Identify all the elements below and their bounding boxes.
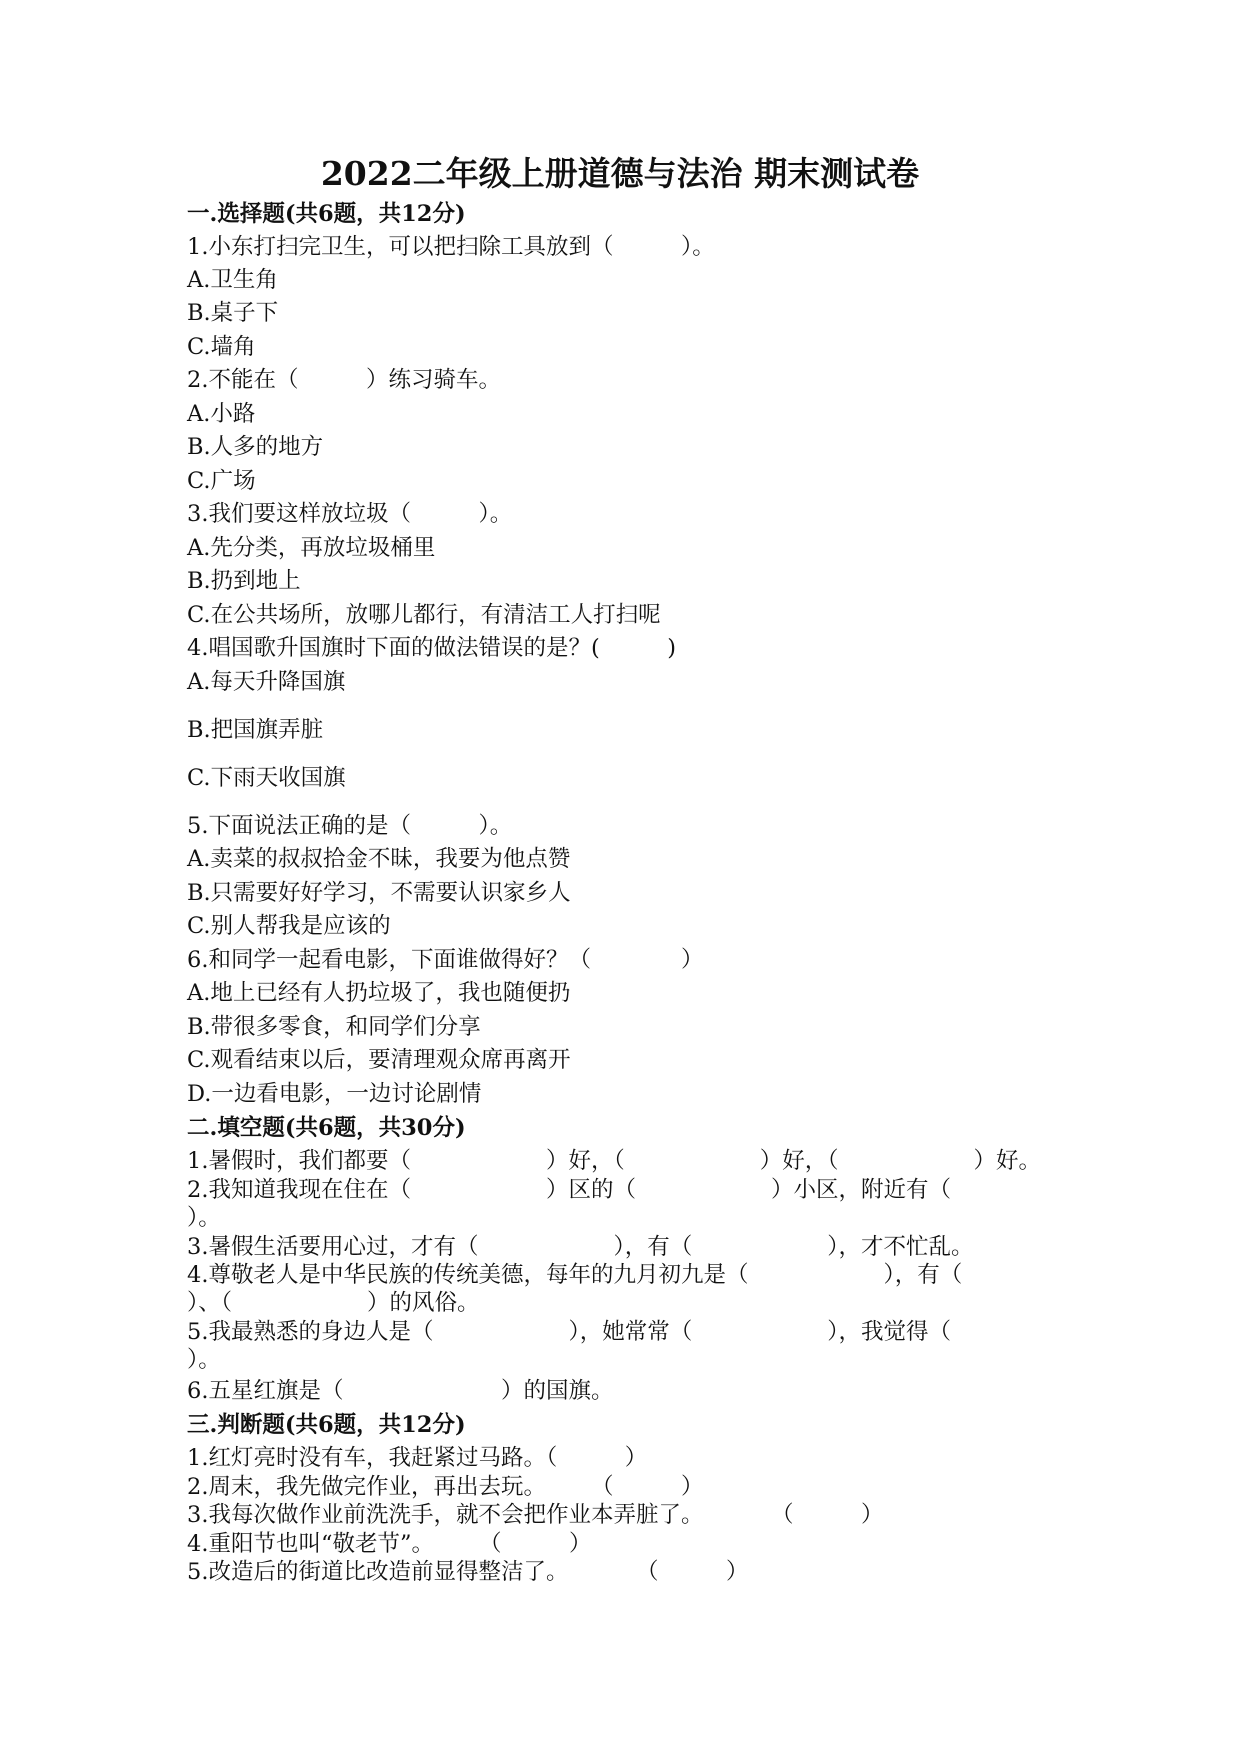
option-text: A.每天升降国旗 xyxy=(187,669,346,695)
option-text: C.下雨天收国旗 xyxy=(187,765,346,791)
option-text: B.桌子下 xyxy=(187,300,279,326)
option-text: C.别人帮我是应该的 xyxy=(187,913,391,939)
option-text: C.观看结束以后，要清理观众席再离开 xyxy=(187,1047,571,1073)
section-heading-choice: 一.选择题(共6题，共12分) xyxy=(187,201,466,227)
option-text: B.把国旗弄脏 xyxy=(187,717,324,743)
section-heading-judge: 三.判断题(共6题，共12分) xyxy=(187,1412,466,1438)
option-text: C.在公共场所，放哪儿都行，有清洁工人打扫呢 xyxy=(187,602,661,628)
option-text: B.扔到地上 xyxy=(187,568,301,594)
judge-line: 1.红灯亮时没有车，我赶紧过马路。（ ） xyxy=(187,1445,648,1471)
fill-line: ）。 xyxy=(187,1205,221,1231)
question-text: 1.小东打扫完卫生，可以把扫除工具放到（ ）。 xyxy=(187,234,715,260)
section-heading-fill: 二.填空题(共6题，共30分) xyxy=(187,1115,466,1141)
fill-line: 3.暑假生活要用心过，才有（ ），有（ ），才不忙乱。 xyxy=(187,1234,974,1260)
question-text: 5.下面说法正确的是（ ）。 xyxy=(187,813,513,839)
option-text: A.卖菜的叔叔拾金不昧，我要为他点赞 xyxy=(187,846,571,872)
judge-line: 2.周末，我先做完作业，再出去玩。 （ ） xyxy=(187,1474,704,1500)
fill-line: 4.尊敬老人是中华民族的传统美德，每年的九月初九是（ ），有（ xyxy=(187,1262,963,1288)
option-text: C.墙角 xyxy=(187,334,256,360)
question-text: 6.和同学一起看电影，下面谁做得好？（ ） xyxy=(187,947,704,973)
option-text: A.卫生角 xyxy=(187,267,278,293)
option-text: A.地上已经有人扔垃圾了，我也随便扔 xyxy=(187,980,571,1006)
fill-line: 6.五星红旗是（ ）的国旗。 xyxy=(187,1378,614,1404)
option-text: B.人多的地方 xyxy=(187,434,324,460)
question-text: 2.不能在（ ）练习骑车。 xyxy=(187,367,501,393)
fill-line: ）。 xyxy=(187,1347,221,1373)
fill-line: 2.我知道我现在住在（ ）区的（ ）小区，附近有（ xyxy=(187,1177,951,1203)
option-text: A.小路 xyxy=(187,401,256,427)
question-text: 3.我们要这样放垃圾（ ）。 xyxy=(187,501,513,527)
question-text: 4.唱国歌升国旗时下面的做法错误的是？( ) xyxy=(187,635,677,661)
fill-line: 5.我最熟悉的身边人是（ ），她常常（ ），我觉得（ xyxy=(187,1319,951,1345)
option-text: B.带很多零食，和同学们分享 xyxy=(187,1014,481,1040)
option-text: C.广场 xyxy=(187,468,256,494)
judge-line: 3.我每次做作业前洗洗手，就不会把作业本弄脏了。 （ ） xyxy=(187,1502,884,1528)
page-title: 2022二年级上册道德与法治 期末测试卷 xyxy=(320,154,920,193)
judge-line: 5.改造后的街道比改造前显得整洁了。 （ ） xyxy=(187,1559,749,1585)
option-text: B.只需要好好学习，不需要认识家乡人 xyxy=(187,880,571,906)
fill-line: ）、（ ）的风俗。 xyxy=(187,1290,480,1316)
fill-line: 1.暑假时，我们都要（ ）好，（ ）好，（ ）好。 xyxy=(187,1148,1041,1174)
judge-line: 4.重阳节也叫“敬老节”。 （ ） xyxy=(187,1531,592,1557)
option-text: D.一边看电影，一边讨论剧情 xyxy=(187,1081,482,1107)
option-text: A.先分类，再放垃圾桶里 xyxy=(187,535,436,561)
